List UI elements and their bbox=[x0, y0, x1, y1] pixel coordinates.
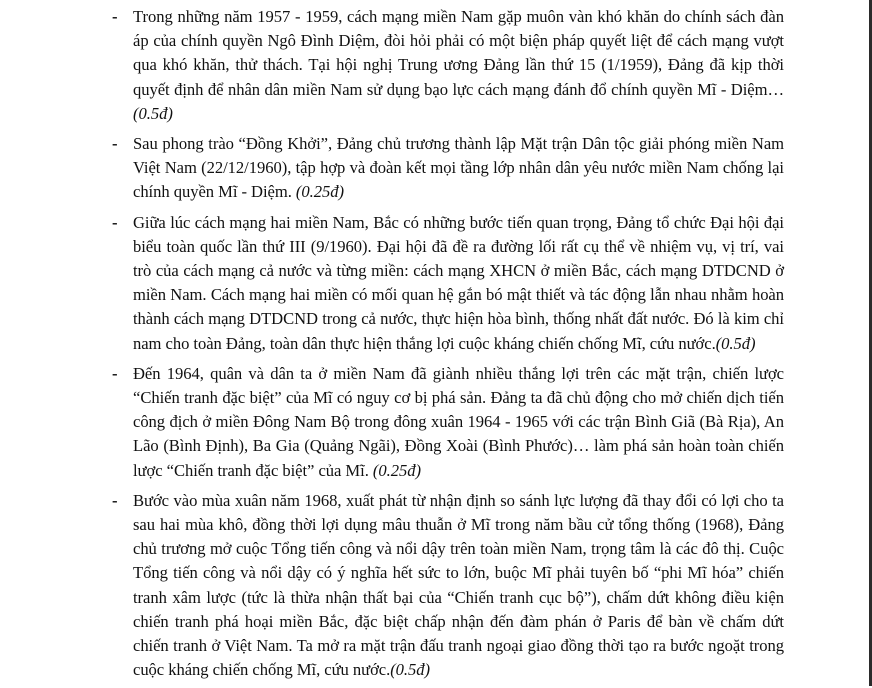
bullet-dash-icon: - bbox=[112, 7, 118, 26]
score-label: (0.5đ) bbox=[133, 103, 173, 123]
bullet-dash-icon: - bbox=[112, 134, 118, 154]
paragraph-text: Sau phong trào “Đồng Khởi”, Đảng chủ trương thành lập Mặt trận Dân tộc giải phóng miền Nam Việt Nam (22/12/1960), tập hợp và đoàn kết mọi tầng lớp nhân dân yêu nước miền Nam chống lại chính quyền Mĩ - Diệm. bbox=[133, 134, 784, 202]
list-item bbox=[112, 132, 784, 205]
paragraph-text: Giữa lúc cách mạng hai miền Nam, Bắc có những bước tiến quan trọng, Đảng tổ chức Đại hội đại biểu toàn quốc lần thứ III (9/1960). Đại hội đã đề ra đường lối rất cụ thể về nhiệm vụ, vị trí, vai trò của cách mạng cả nước và từng miền: cách mạng XHCN ở miền Bắc, cách mạng DTDCND ở miền Nam. Cách mạng hai miền có mối quan hệ gắn bó mật thiết và tác động lẫn nhau nhằm hoàn thành cách mạng DTDCND trong cả nước, thực hiện hòa bình, thống nhất đất nước. Đó là kim chỉ nam cho toàn Đảng, toàn dân thực hiện thắng lợi cuộc kháng chiến chống Mĩ, cứu nước. bbox=[133, 212, 784, 353]
paragraph-text: Bước vào mùa xuân năm 1968, xuất phát từ nhận định so sánh lực lượng đã thay đổi có lợi cho ta sau hai mùa khô, đồng thời lợi dụng mâu thuẫn ở Mĩ trong năm bầu cử tổng thống (1968), Đảng chủ trương mở cuộc Tổng tiến công và nổi dậy trên toàn miền Nam, trọng tâm là các đô thị. Cuộc Tổng tiến công và nổi dậy có ý nghĩa hết sức to lớn, buộc Mĩ phải tuyên bố “phi Mĩ hóa” chiến tranh xâm lược (tức là thừa nhận thất bại của “Chiến tranh cục bộ”), chấm dứt không điều kiện chiến tranh phá hoại miền Bắc, đặc biệt chấp nhận đến đàm phán ở Paris để bàn về chấm dứt chiến tranh ở Việt Nam. Ta mở ra mặt trận đấu tranh ngoại giao đồng thời tạo ra bước ngoặt trong cuộc kháng chiến chống Mĩ, cứu nước. bbox=[133, 490, 784, 680]
answer-bullet-list bbox=[112, 5, 784, 688]
list-item bbox=[112, 5, 784, 126]
score-label: (0.25đ) bbox=[372, 460, 421, 480]
paragraph-text: Đến 1964, quân và dân ta ở miền Nam đã giành nhiều thắng lợi trên các mặt trận, chiến lược “Chiến tranh đặc biệt” của Mĩ có nguy cơ bị phá sản. Đảng ta đã chủ động cho mở chiến dịch tiến công địch ở miền Đông Nam Bộ trong đông xuân 1964 - 1965 với các trận Bình Giã (Bà Rịa), An Lão (Bình Định), Ba Gia (Quảng Ngãi), Đồng Xoài (Bình Phước)… làm phá sản hoàn toàn chiến lược “Chiến tranh đặc biệt” của Mĩ. bbox=[133, 363, 784, 480]
score-label: (0.5đ) bbox=[715, 333, 756, 353]
bullet-dash-icon: - bbox=[112, 490, 118, 510]
list-item bbox=[112, 211, 784, 356]
bullet-dash-icon: - bbox=[112, 212, 118, 232]
score-label: (0.5đ) bbox=[390, 660, 430, 680]
list-item bbox=[112, 362, 784, 483]
score-label: (0.25đ) bbox=[295, 182, 344, 202]
paragraph-text: Trong những năm 1957 - 1959, cách mạng miền Nam gặp muôn vàn khó khăn do chính sách đàn áp của chính quyền Ngô Đình Diệm, đòi hỏi phải có một biện pháp quyết liệt để cách mạng vượt qua khó khăn, thử thách. Tại hội nghị Trung ương Đảng lần thứ 15 (1/1959), Đảng đã kịp thời quyết định để nhân dân miền Nam sử dụng bạo lực cách mạng đánh đổ chính quyền Mĩ - Diệm… bbox=[133, 7, 784, 99]
list-item bbox=[112, 489, 784, 683]
bullet-dash-icon: - bbox=[112, 363, 118, 383]
